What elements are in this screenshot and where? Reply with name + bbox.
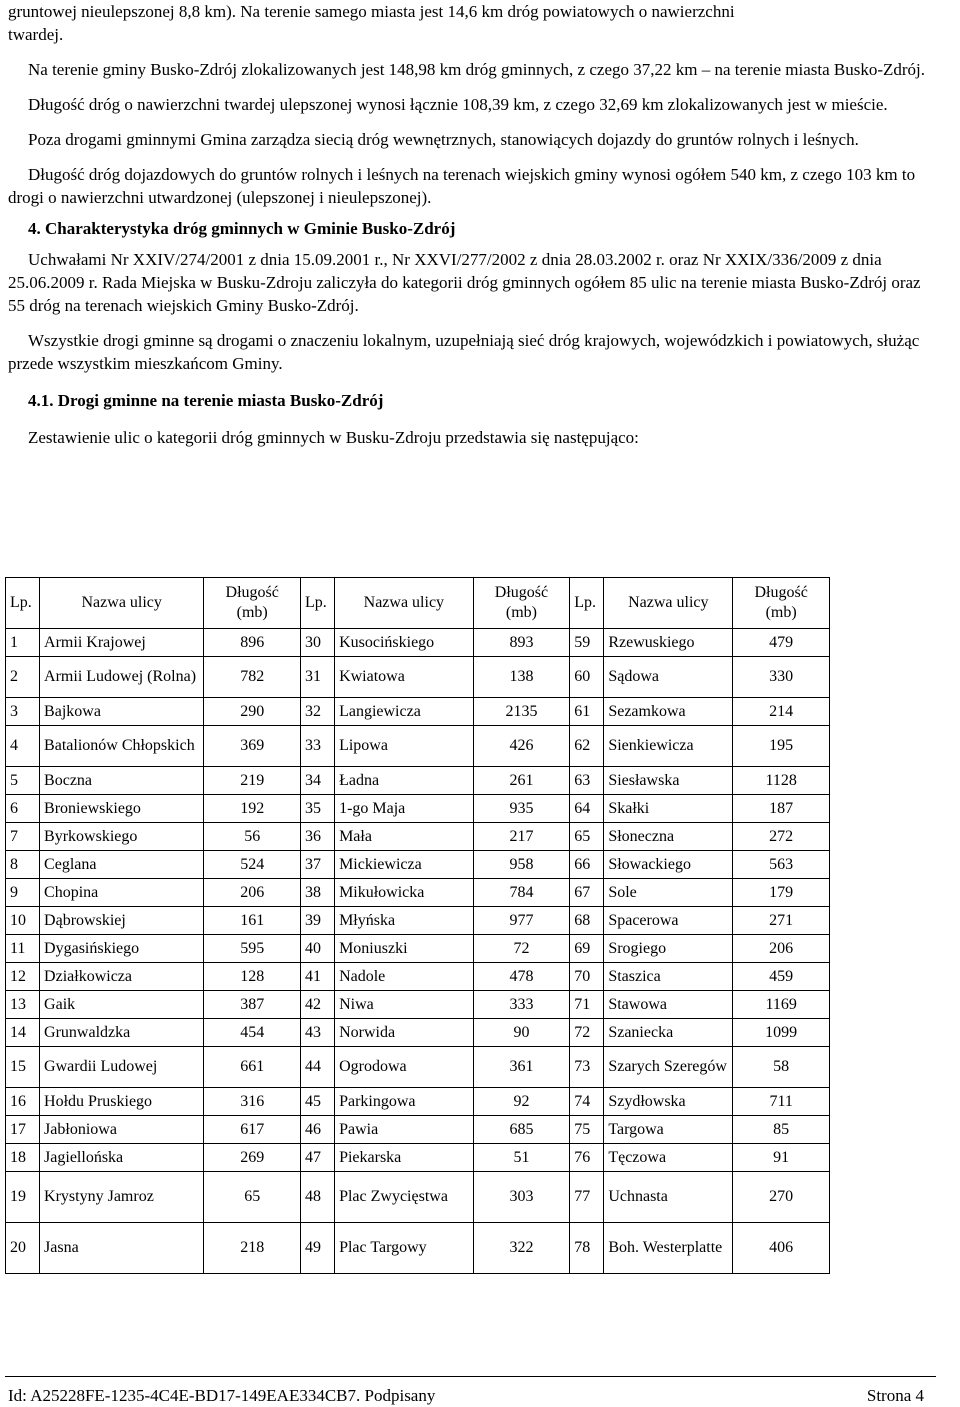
table-row: [6, 907, 830, 935]
street-name-cell: Szaniecka: [604, 1019, 733, 1047]
length-cell: 217: [473, 823, 570, 851]
lp-cell: 49: [301, 1223, 335, 1274]
header-name: Nazwa ulicy: [604, 578, 733, 629]
lp-cell: 17: [6, 1116, 40, 1144]
length-cell: 51: [473, 1144, 570, 1172]
length-cell: 685: [473, 1116, 570, 1144]
lp-cell: 18: [6, 1144, 40, 1172]
lp-cell: 47: [301, 1144, 335, 1172]
length-cell: 192: [204, 795, 301, 823]
length-cell: 478: [473, 963, 570, 991]
table-row: [6, 851, 830, 879]
lp-cell: 35: [301, 795, 335, 823]
street-name-cell: Gwardii Ludowej: [40, 1047, 204, 1088]
street-name-cell: Nadole: [335, 963, 474, 991]
header-name: Nazwa ulicy: [335, 578, 474, 629]
length-cell: 322: [473, 1223, 570, 1274]
length-cell: 1169: [733, 991, 830, 1019]
document-id: Id: A25228FE-1235-4C4E-BD17-149EAE334CB7. Podpisany: [8, 1386, 436, 1405]
lp-cell: 32: [301, 698, 335, 726]
footer-divider: [5, 1376, 936, 1377]
street-name-cell: Szydłowska: [604, 1088, 733, 1116]
street-name-cell: Rzewuskiego: [604, 629, 733, 657]
street-name-cell: Młyńska: [335, 907, 474, 935]
lp-cell: 67: [570, 879, 604, 907]
length-cell: 524: [204, 851, 301, 879]
lp-cell: 78: [570, 1223, 604, 1274]
street-name-cell: Uchnasta: [604, 1172, 733, 1223]
length-cell: 56: [204, 823, 301, 851]
lp-cell: 13: [6, 991, 40, 1019]
street-name-cell: Ogrodowa: [335, 1047, 474, 1088]
street-name-cell: Armii Ludowej (Rolna): [40, 657, 204, 698]
table-row: [6, 698, 830, 726]
lp-cell: 69: [570, 935, 604, 963]
table-header-row: [6, 578, 830, 629]
header-lp: Lp.: [6, 578, 40, 629]
lp-cell: 72: [570, 1019, 604, 1047]
street-name-cell: Spacerowa: [604, 907, 733, 935]
table-row: [6, 963, 830, 991]
lp-cell: 33: [301, 726, 335, 767]
length-cell: 661: [204, 1047, 301, 1088]
lp-cell: 65: [570, 823, 604, 851]
header-length: Długość (mb): [473, 578, 570, 629]
length-cell: 218: [204, 1223, 301, 1274]
table-row: [6, 879, 830, 907]
street-name-cell: Piekarska: [335, 1144, 474, 1172]
street-name-cell: Byrkowskiego: [40, 823, 204, 851]
lp-cell: 37: [301, 851, 335, 879]
table-row: [6, 657, 830, 698]
lp-cell: 43: [301, 1019, 335, 1047]
lp-cell: 42: [301, 991, 335, 1019]
street-name-cell: Sole: [604, 879, 733, 907]
street-name-cell: Parkingowa: [335, 1088, 474, 1116]
length-cell: 90: [473, 1019, 570, 1047]
table-row: [6, 823, 830, 851]
street-name-cell: Słoneczna: [604, 823, 733, 851]
street-name-cell: Jabłoniowa: [40, 1116, 204, 1144]
length-cell: 272: [733, 823, 830, 851]
table-row: [6, 1116, 830, 1144]
street-name-cell: Kwiatowa: [335, 657, 474, 698]
table-row: [6, 795, 830, 823]
length-cell: 935: [473, 795, 570, 823]
lp-cell: 31: [301, 657, 335, 698]
table-row: [6, 1144, 830, 1172]
street-name-cell: Dąbrowskiej: [40, 907, 204, 935]
lp-cell: 34: [301, 767, 335, 795]
paragraph-resolutions: Uchwałami Nr XXIV/274/2001 z dnia 15.09.2001 r., Nr XXVI/277/2002 z dnia 28.03.2002 r. oraz Nr XXIX/336/2009 z dnia 25.06.2009 r. Rada Miejska w Busku-Zdroju zaliczyła do kategorii dróg gminnych ogółem 85 ulic na terenie miasta Busko-Zdrój oraz 55 dróg na terenach wiejskich Gminy Busko-Zdrój.: [8, 250, 921, 315]
street-name-cell: Sądowa: [604, 657, 733, 698]
length-cell: 1128: [733, 767, 830, 795]
lp-cell: 3: [6, 698, 40, 726]
length-cell: 784: [473, 879, 570, 907]
lp-cell: 4: [6, 726, 40, 767]
length-cell: 617: [204, 1116, 301, 1144]
length-cell: 92: [473, 1088, 570, 1116]
lp-cell: 76: [570, 1144, 604, 1172]
length-cell: 214: [733, 698, 830, 726]
lp-cell: 7: [6, 823, 40, 851]
length-cell: 896: [204, 629, 301, 657]
street-name-cell: Kusocińskiego: [335, 629, 474, 657]
lp-cell: 10: [6, 907, 40, 935]
street-name-cell: Batalionów Chłopskich: [40, 726, 204, 767]
length-cell: 128: [204, 963, 301, 991]
street-name-cell: Plac Targowy: [335, 1223, 474, 1274]
street-name-cell: Krystyny Jamroz: [40, 1172, 204, 1223]
street-name-cell: Boczna: [40, 767, 204, 795]
length-cell: 406: [733, 1223, 830, 1274]
street-name-cell: Mała: [335, 823, 474, 851]
lp-cell: 59: [570, 629, 604, 657]
length-cell: 595: [204, 935, 301, 963]
paragraph-local-roads: Wszystkie drogi gminne są drogami o znaczeniu lokalnym, uzupełniają sieć dróg krajowych, wojewódzkich i powiatowych, służąc przede wszystkim mieszkańcom Gminy.: [8, 331, 920, 373]
street-name-cell: Lipowa: [335, 726, 474, 767]
length-cell: 2135: [473, 698, 570, 726]
header-length: Długość (mb): [204, 578, 301, 629]
street-name-cell: Staszica: [604, 963, 733, 991]
paragraph-continuation: gruntowej nieulepszonej 8,8 km). Na terenie samego miasta jest 14,6 km dróg powiatowych o nawierzchni twardej.: [8, 2, 735, 44]
lp-cell: 77: [570, 1172, 604, 1223]
paragraph-gminne-roads: Na terenie gminy Busko-Zdrój zlokalizowanych jest 148,98 km dróg gminnych, z czego 37,22 km – na terenie miasta Busko-Zdrój.: [28, 60, 926, 79]
street-name-cell: Gaik: [40, 991, 204, 1019]
street-name-cell: Targowa: [604, 1116, 733, 1144]
table-row: [6, 767, 830, 795]
length-cell: 711: [733, 1088, 830, 1116]
paragraph-access-roads: Długość dróg dojazdowych do gruntów rolnych i leśnych na terenach wiejskich gminy wynosi ogółem 540 km, z czego 103 km to drogi o nawierzchni utwardzonej (ulepszonej i nieulepszonej).: [8, 165, 916, 207]
lp-cell: 16: [6, 1088, 40, 1116]
street-name-cell: Skałki: [604, 795, 733, 823]
lp-cell: 68: [570, 907, 604, 935]
street-name-cell: Sezamkowa: [604, 698, 733, 726]
street-name-cell: Armii Krajowej: [40, 629, 204, 657]
length-cell: 479: [733, 629, 830, 657]
streets-table: [5, 577, 830, 1274]
street-name-cell: Szarych Szeregów: [604, 1047, 733, 1088]
lp-cell: 8: [6, 851, 40, 879]
table-row: [6, 1019, 830, 1047]
lp-cell: 64: [570, 795, 604, 823]
lp-cell: 11: [6, 935, 40, 963]
length-cell: 369: [204, 726, 301, 767]
street-name-cell: Sienkiewicza: [604, 726, 733, 767]
length-cell: 893: [473, 629, 570, 657]
street-name-cell: Chopina: [40, 879, 204, 907]
length-cell: 303: [473, 1172, 570, 1223]
lp-cell: 9: [6, 879, 40, 907]
lp-cell: 74: [570, 1088, 604, 1116]
paragraph-hard-surface: Długość dróg o nawierzchni twardej ulepszonej wynosi łącznie 108,39 km, z czego 32,69 km zlokalizowanych jest w mieście.: [28, 95, 888, 114]
lp-cell: 75: [570, 1116, 604, 1144]
length-cell: 330: [733, 657, 830, 698]
lp-cell: 39: [301, 907, 335, 935]
lp-cell: 71: [570, 991, 604, 1019]
street-name-cell: Bajkowa: [40, 698, 204, 726]
header-lp: Lp.: [570, 578, 604, 629]
table-row: [6, 1088, 830, 1116]
page-number: Strona 4: [866, 1386, 924, 1405]
page-footer: [8, 1384, 924, 1407]
lp-cell: 63: [570, 767, 604, 795]
street-name-cell: Siesławska: [604, 767, 733, 795]
street-name-cell: Pawia: [335, 1116, 474, 1144]
length-cell: 179: [733, 879, 830, 907]
lp-cell: 60: [570, 657, 604, 698]
street-name-cell: Plac Zwycięstwa: [335, 1172, 474, 1223]
lp-cell: 45: [301, 1088, 335, 1116]
document-body: [8, 0, 938, 449]
length-cell: 85: [733, 1116, 830, 1144]
length-cell: 333: [473, 991, 570, 1019]
lp-cell: 2: [6, 657, 40, 698]
street-name-cell: Srogiego: [604, 935, 733, 963]
street-name-cell: Jasna: [40, 1223, 204, 1274]
paragraph-internal-roads: Poza drogami gminnymi Gmina zarządza siecią dróg wewnętrznych, stanowiących dojazdy do gruntów rolnych i leśnych.: [28, 130, 859, 149]
street-name-cell: Mikułowicka: [335, 879, 474, 907]
lp-cell: 36: [301, 823, 335, 851]
section-heading-4: 4. Charakterystyka dróg gminnych w Gminie Busko-Zdrój: [28, 219, 456, 238]
lp-cell: 41: [301, 963, 335, 991]
table-row: [6, 935, 830, 963]
table-row: [6, 1047, 830, 1088]
street-name-cell: Dygasińskiego: [40, 935, 204, 963]
table-row: [6, 629, 830, 657]
lp-cell: 40: [301, 935, 335, 963]
length-cell: 1099: [733, 1019, 830, 1047]
length-cell: 161: [204, 907, 301, 935]
lp-cell: 44: [301, 1047, 335, 1088]
street-name-cell: Mickiewicza: [335, 851, 474, 879]
street-name-cell: Jagiellońska: [40, 1144, 204, 1172]
length-cell: 65: [204, 1172, 301, 1223]
header-length: Długość (mb): [733, 578, 830, 629]
street-name-cell: Norwida: [335, 1019, 474, 1047]
length-cell: 958: [473, 851, 570, 879]
street-name-cell: Stawowa: [604, 991, 733, 1019]
length-cell: 290: [204, 698, 301, 726]
length-cell: 58: [733, 1047, 830, 1088]
lp-cell: 19: [6, 1172, 40, 1223]
lp-cell: 61: [570, 698, 604, 726]
lp-cell: 14: [6, 1019, 40, 1047]
lp-cell: 48: [301, 1172, 335, 1223]
table-row: [6, 1223, 830, 1274]
length-cell: 977: [473, 907, 570, 935]
length-cell: 187: [733, 795, 830, 823]
length-cell: 91: [733, 1144, 830, 1172]
lp-cell: 20: [6, 1223, 40, 1274]
street-name-cell: Niwa: [335, 991, 474, 1019]
street-name-cell: Grunwaldzka: [40, 1019, 204, 1047]
lp-cell: 66: [570, 851, 604, 879]
street-name-cell: Ceglana: [40, 851, 204, 879]
lp-cell: 6: [6, 795, 40, 823]
street-name-cell: Langiewicza: [335, 698, 474, 726]
length-cell: 459: [733, 963, 830, 991]
length-cell: 271: [733, 907, 830, 935]
lp-cell: 70: [570, 963, 604, 991]
length-cell: 454: [204, 1019, 301, 1047]
street-name-cell: 1-go Maja: [335, 795, 474, 823]
lp-cell: 38: [301, 879, 335, 907]
table-row: [6, 726, 830, 767]
length-cell: 219: [204, 767, 301, 795]
table-row: [6, 1172, 830, 1223]
street-name-cell: Ładna: [335, 767, 474, 795]
length-cell: 361: [473, 1047, 570, 1088]
length-cell: 782: [204, 657, 301, 698]
street-name-cell: Broniewskiego: [40, 795, 204, 823]
street-name-cell: Działkowicza: [40, 963, 204, 991]
table-row: [6, 991, 830, 1019]
header-lp: Lp.: [301, 578, 335, 629]
lp-cell: 46: [301, 1116, 335, 1144]
length-cell: 563: [733, 851, 830, 879]
lp-cell: 1: [6, 629, 40, 657]
street-name-cell: Hołdu Pruskiego: [40, 1088, 204, 1116]
length-cell: 426: [473, 726, 570, 767]
header-name: Nazwa ulicy: [40, 578, 204, 629]
lp-cell: 73: [570, 1047, 604, 1088]
length-cell: 138: [473, 657, 570, 698]
street-name-cell: Tęczowa: [604, 1144, 733, 1172]
lp-cell: 30: [301, 629, 335, 657]
street-name-cell: Słowackiego: [604, 851, 733, 879]
length-cell: 269: [204, 1144, 301, 1172]
length-cell: 206: [733, 935, 830, 963]
length-cell: 72: [473, 935, 570, 963]
length-cell: 316: [204, 1088, 301, 1116]
paragraph-table-intro: Zestawienie ulic o kategorii dróg gminnych w Busku-Zdroju przedstawia się następująco:: [28, 428, 639, 447]
lp-cell: 62: [570, 726, 604, 767]
street-name-cell: Boh. Westerplatte: [604, 1223, 733, 1274]
length-cell: 261: [473, 767, 570, 795]
length-cell: 387: [204, 991, 301, 1019]
lp-cell: 15: [6, 1047, 40, 1088]
lp-cell: 5: [6, 767, 40, 795]
length-cell: 195: [733, 726, 830, 767]
length-cell: 206: [204, 879, 301, 907]
street-name-cell: Moniuszki: [335, 935, 474, 963]
section-heading-4-1: 4.1. Drogi gminne na terenie miasta Busko-Zdrój: [28, 391, 384, 410]
length-cell: 270: [733, 1172, 830, 1223]
lp-cell: 12: [6, 963, 40, 991]
